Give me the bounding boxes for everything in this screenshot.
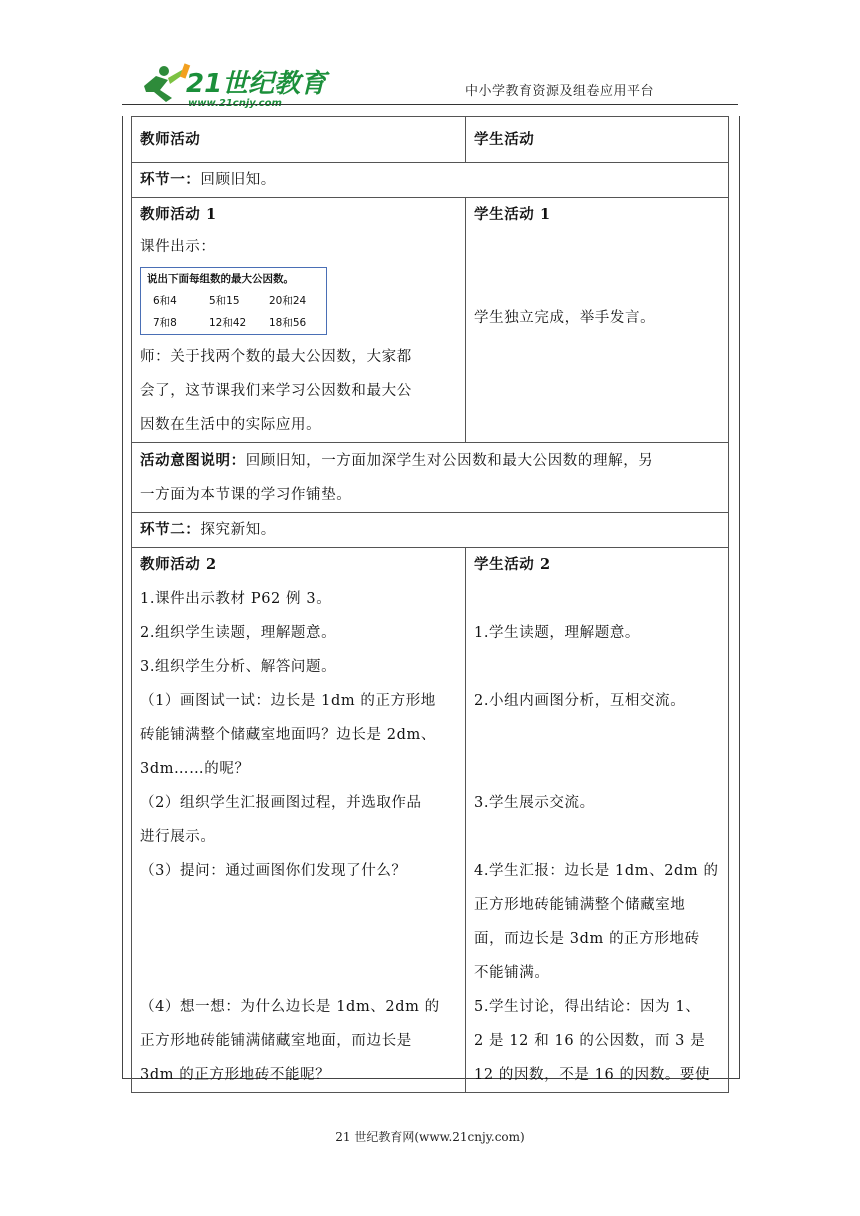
activity-1-row — [132, 198, 729, 443]
spacer — [474, 232, 720, 301]
logo-url: www.21cnjy.com — [188, 98, 282, 109]
pair-item: 20和24 — [269, 295, 307, 307]
blank-line — [140, 922, 457, 956]
teacher-step-line: 1.课件出示教材 P62 例 3。 — [140, 591, 332, 607]
student-step-line: 1.学生读题，理解题意。 — [474, 625, 641, 641]
courseware-label: 课件出示： — [140, 239, 216, 255]
pair-item: 6和4 — [153, 295, 177, 307]
teacher-step-line: 进行展示。 — [140, 829, 216, 845]
teacher-text-line: 会了，这节课我们来学习公因数和最大公 — [140, 383, 412, 399]
section-2-label: 环节二： — [140, 521, 201, 538]
pair-item: 7和8 — [153, 317, 177, 329]
student-activity-1 — [466, 198, 729, 443]
pair-item: 5和15 — [209, 295, 240, 307]
blank-line — [474, 582, 720, 616]
student-step-line: 2.小组内画图分析，互相交流。 — [474, 693, 686, 709]
teacher-step-line: 3dm 的正方形地砖不能呢？ — [140, 1067, 331, 1083]
section-2-text: 探究新知。 — [200, 522, 276, 538]
intent-row — [132, 443, 729, 513]
student-activity-header: 学生活动 — [466, 117, 729, 163]
section-1 — [132, 163, 729, 198]
blank-line — [140, 956, 457, 990]
intent-label: 活动意图说明： — [140, 452, 246, 469]
student-activity-1-title: 学生活动 1 — [474, 206, 551, 223]
teacher-text-line: 师：关于找两个数的最大公因数，大家都 — [140, 349, 412, 365]
student-step-line: 2 是 12 和 16 的公因数，而 3 是 — [474, 1033, 706, 1049]
teacher-text-line: 因数在生活中的实际应用。 — [140, 417, 322, 433]
teacher-step-line: （1）画图试一试：边长是 1dm 的正方形地 — [140, 693, 436, 709]
teacher-activity-header: 教师活动 — [132, 117, 466, 163]
blank-line — [140, 888, 457, 922]
teacher-step-line: 正方形地砖能铺满储藏室地面，而边长是 — [140, 1033, 412, 1049]
pair-item: 18和56 — [269, 317, 307, 329]
pair-item: 12和42 — [209, 317, 247, 329]
table-header-row — [132, 117, 729, 163]
teacher-step-line: 3dm……的呢？ — [140, 761, 250, 777]
logo-wordmark: 21世纪教育 — [186, 69, 327, 99]
section-row — [132, 163, 729, 198]
header-divider — [122, 104, 738, 105]
teacher-step-line: 3.组织学生分析、解答问题。 — [140, 659, 337, 675]
blank-line — [474, 752, 720, 786]
teacher-step-line: （2）组织学生汇报画图过程，并选取作品 — [140, 795, 422, 811]
student-activity-1-text: 学生独立完成，举手发言。 — [474, 310, 656, 326]
teacher-activity-1-title: 教师活动 1 — [140, 206, 217, 223]
student-step-line: 4.学生汇报：边长是 1dm、2dm 的 — [474, 863, 719, 879]
intent-line-2: 一方面为本节课的学习作铺垫。 — [140, 487, 352, 503]
student-step-line: 5.学生讨论，得出结论：因为 1、 — [474, 999, 701, 1015]
teacher-step-line: 2.组织学生读题，理解题意。 — [140, 625, 337, 641]
logo — [138, 62, 327, 109]
blank-line — [474, 820, 720, 854]
runner-icon — [144, 63, 190, 102]
student-step-line: 3.学生展示交流。 — [474, 795, 595, 811]
student-step-line: 12 的因数，不是 16 的因数。要使 — [474, 1067, 711, 1083]
courseware-image — [140, 267, 327, 335]
teacher-step-line: （4）想一想：为什么边长是 1dm、2dm 的 — [140, 999, 440, 1015]
lesson-table — [131, 116, 729, 1093]
section-2 — [132, 513, 729, 548]
teacher-activity-2-title: 教师活动 2 — [140, 556, 217, 573]
page-footer: 21 世纪教育网(www.21cnjy.com) — [335, 1130, 525, 1144]
student-activity-2 — [466, 548, 729, 1093]
teacher-activity-1 — [132, 198, 466, 443]
blank-line — [474, 718, 720, 752]
intent-line-1: 回顾旧知，一方面加深学生对公因数和最大公因数的理解，另 — [245, 453, 654, 469]
section-1-label: 环节一： — [140, 171, 201, 188]
student-step-line: 不能铺满。 — [474, 965, 550, 981]
section-1-text: 回顾旧知。 — [200, 172, 276, 188]
teacher-step-line: 砖能铺满整个储藏室地面吗？边长是 2dm、 — [140, 727, 436, 743]
student-activity-2-title: 学生活动 2 — [474, 556, 551, 573]
student-step-line: 面，而边长是 3dm 的正方形地砖 — [474, 931, 700, 947]
blank-line — [474, 650, 720, 684]
section-row — [132, 513, 729, 548]
platform-title: 中小学教育资源及组卷应用平台 — [465, 84, 655, 99]
activity-2-row — [132, 548, 729, 1093]
student-step-line: 正方形地砖能铺满整个储藏室地 — [474, 897, 686, 913]
teacher-step-line: （3）提问：通过画图你们发现了什么？ — [140, 863, 407, 879]
activity-intent — [132, 443, 729, 513]
courseware-caption: 说出下面每组数的最大公因数。 — [147, 273, 294, 285]
teacher-activity-2 — [132, 548, 466, 1093]
